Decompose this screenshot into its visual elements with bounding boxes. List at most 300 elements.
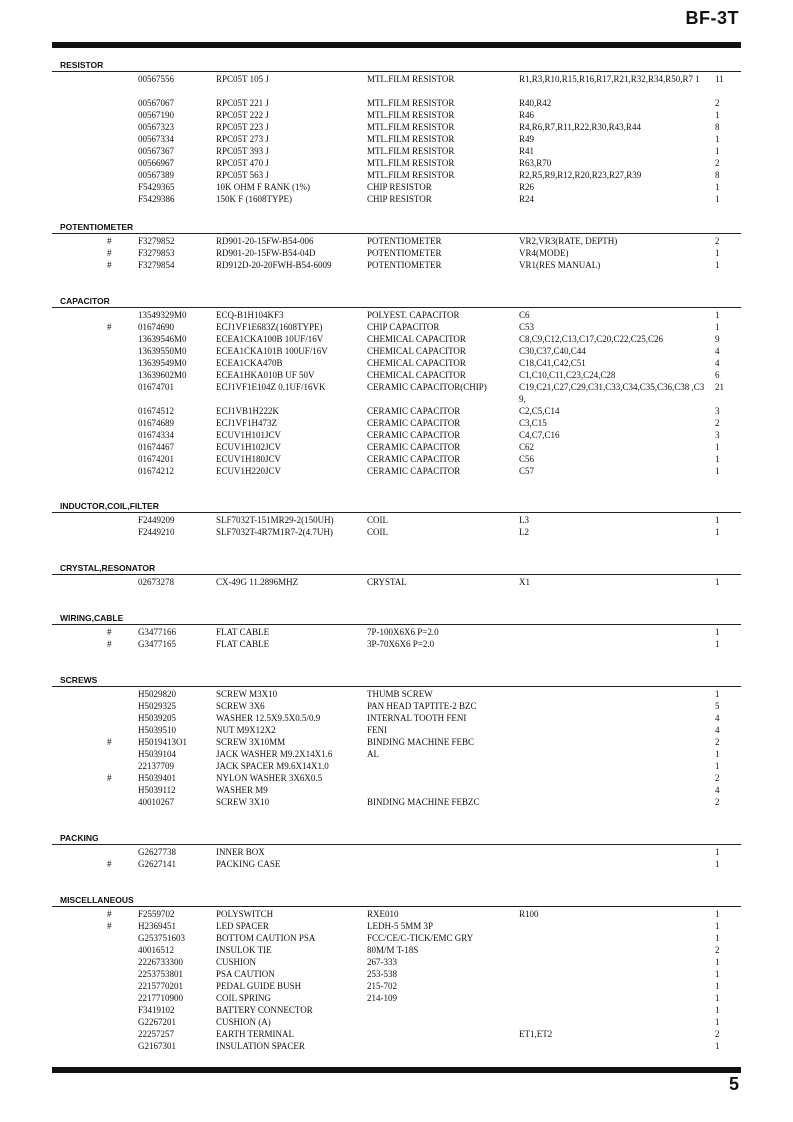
quantity: 1 (715, 146, 720, 156)
quantity: 1 (715, 527, 720, 537)
part-type: CHEMICAL CAPACITOR (367, 346, 466, 356)
reference-designators: R46 (519, 110, 535, 120)
quantity: 1 (715, 627, 720, 637)
quantity: 1 (715, 847, 720, 857)
part-number: F3279852 (138, 236, 175, 246)
new-part-mark: # (107, 921, 112, 931)
part-type: MTL.FILM RESISTOR (367, 158, 455, 168)
table-row (52, 247, 741, 259)
part-number: G253751603 (138, 933, 185, 943)
part-number: H5019413O1 (138, 737, 187, 747)
part-number: 00567323 (138, 122, 174, 132)
part-description: PEDAL GUIDE BUSH (216, 981, 302, 991)
table-row (52, 1040, 741, 1052)
reference-designators: C8,C9,C12,C13,C17,C20,C22,C25,C26 (519, 334, 664, 344)
part-number: 22257257 (138, 1029, 174, 1039)
reference-designators: L2 (519, 527, 529, 537)
part-type: BINDING MACHINE FEBC (367, 737, 475, 747)
reference-designators: C56 (519, 454, 535, 464)
reference-designators: R49 (519, 134, 535, 144)
reference-designators: ET1,ET2 (519, 1029, 553, 1039)
part-number: 13549329M0 (138, 310, 187, 320)
part-type: MTL.FILM RESISTOR (367, 74, 455, 84)
table-row (52, 846, 741, 858)
quantity: 1 (715, 454, 720, 464)
part-type: MTL.FILM RESISTOR (367, 110, 455, 120)
part-number: 00567334 (138, 134, 174, 144)
part-description: 150K F (1608TYPE) (216, 194, 292, 204)
table-row (52, 157, 741, 169)
quantity: 2 (715, 773, 720, 783)
section-rule (52, 307, 741, 308)
part-description: FLAT CABLE (216, 627, 270, 637)
quantity: 1 (715, 442, 720, 452)
section-rule (52, 574, 741, 575)
table-row (52, 333, 741, 345)
quantity: 2 (715, 737, 720, 747)
part-number: 01674201 (138, 454, 174, 464)
part-description: RPC05T 223 J (216, 122, 269, 132)
parts-list (52, 908, 741, 1052)
table-row (52, 638, 741, 650)
part-number: 40016512 (138, 945, 174, 955)
quantity: 1 (715, 689, 720, 699)
part-number: 40010267 (138, 797, 174, 807)
part-type: 80M/M T-18S (367, 945, 419, 955)
new-part-mark: # (107, 909, 112, 919)
part-number: 00567367 (138, 146, 174, 156)
table-row (52, 181, 741, 193)
quantity: 1 (715, 993, 720, 1003)
parts-list (52, 626, 741, 650)
table-row (52, 944, 741, 956)
table-row (52, 968, 741, 980)
part-type: CERAMIC CAPACITOR (367, 442, 461, 452)
part-description: ECUV1H101JCV (216, 430, 282, 440)
part-type: CHEMICAL CAPACITOR (367, 370, 466, 380)
part-number: 13639550M0 (138, 346, 187, 356)
part-type: THUMB SCREW (367, 689, 433, 699)
new-part-mark: # (107, 248, 112, 258)
part-type: COIL (367, 515, 388, 525)
part-description: NUT M9X12X2 (216, 725, 276, 735)
part-type: POTENTIOMETER (367, 236, 442, 246)
quantity: 1 (715, 515, 720, 525)
part-number: 22137709 (138, 761, 174, 771)
part-type: 267-333 (367, 957, 397, 967)
section-rule (52, 512, 741, 513)
part-number: 13639546M0 (138, 334, 187, 344)
top-rule (52, 42, 741, 48)
part-description: ECJ1VF1H473Z (216, 418, 278, 428)
quantity: 1 (715, 921, 720, 931)
quantity: 11 (715, 74, 724, 84)
part-number: 01674701 (138, 382, 174, 392)
reference-designators: C18,C41,C42,C51 (519, 358, 586, 368)
part-description: RD901-20-15FW-B54-04D (216, 248, 316, 258)
quantity: 3 (715, 406, 720, 416)
part-number: H2369451 (138, 921, 176, 931)
parts-list (52, 73, 741, 205)
quantity: 2 (715, 797, 720, 807)
part-type: MTL.FILM RESISTOR (367, 98, 455, 108)
part-number: 00567067 (138, 98, 174, 108)
parts-list (52, 688, 741, 808)
bottom-rule (52, 1067, 741, 1073)
model-number: BF-3T (685, 8, 739, 28)
quantity: 1 (715, 933, 720, 943)
part-number: H5039112 (138, 785, 176, 795)
section-rule (52, 844, 741, 845)
new-part-mark: # (107, 236, 112, 246)
table-row (52, 736, 741, 748)
table-row (52, 626, 741, 638)
part-number: 13639549M0 (138, 358, 187, 368)
quantity: 1 (715, 1005, 720, 1015)
section-title: CAPACITOR (60, 296, 110, 306)
quantity: 1 (715, 1041, 720, 1051)
part-description: ECUV1H102JCV (216, 442, 282, 452)
reference-designators: C53 (519, 322, 535, 332)
quantity: 1 (715, 194, 720, 204)
reference-designators: C3,C15 (519, 418, 547, 428)
table-row (52, 109, 741, 121)
part-type: 7P-100X6X6 P=2.0 (367, 627, 439, 637)
quantity: 5 (715, 701, 720, 711)
table-row (52, 712, 741, 724)
part-number: 2215770201 (138, 981, 183, 991)
part-type: MTL.FILM RESISTOR (367, 122, 455, 132)
part-number: 13639602M0 (138, 370, 187, 380)
part-number: 02673278 (138, 577, 174, 587)
part-description: FLAT CABLE (216, 639, 270, 649)
part-number: 01674689 (138, 418, 174, 428)
part-description: WASHER 12.5X9.5X0.5/0.9 (216, 713, 321, 723)
part-description: RPC05T 105 J (216, 74, 269, 84)
reference-designators: VR4(MODE) (519, 248, 569, 258)
quantity: 21 (715, 382, 724, 392)
new-part-mark: # (107, 322, 112, 332)
part-number: 01674690 (138, 322, 174, 332)
part-type: CHEMICAL CAPACITOR (367, 358, 466, 368)
quantity: 4 (715, 358, 720, 368)
part-description: CUSHION (A) (216, 1017, 271, 1027)
table-row (52, 980, 741, 992)
table-row (52, 417, 741, 429)
reference-designators: R1,R3,R10,R15,R16,R17,R21,R32,R34,R50,R7 1 (519, 74, 700, 84)
part-number: F5429386 (138, 194, 175, 204)
part-number: G3477166 (138, 627, 176, 637)
section-title: CRYSTAL,RESONATOR (60, 563, 156, 573)
table-row (52, 1016, 741, 1028)
part-number: F3279853 (138, 248, 175, 258)
reference-designators: R4,R6,R7,R11,R22,R30,R43,R44 (519, 122, 641, 132)
table-row (52, 381, 741, 405)
quantity: 2 (715, 158, 720, 168)
quantity: 1 (715, 909, 720, 919)
quantity: 1 (715, 134, 720, 144)
reference-designators: L3 (519, 515, 529, 525)
quantity: 1 (715, 182, 720, 192)
table-row (52, 772, 741, 784)
part-number: 2217710900 (138, 993, 183, 1003)
part-type: CERAMIC CAPACITOR (367, 418, 461, 428)
part-type: CERAMIC CAPACITOR (367, 430, 461, 440)
part-description: CUSHION (216, 957, 257, 967)
part-type: POTENTIOMETER (367, 248, 442, 258)
part-description: INSULATION SPACER (216, 1041, 305, 1051)
table-row (52, 526, 741, 538)
part-type: POTENTIOMETER (367, 260, 442, 270)
part-type: CRYSTAL (367, 577, 407, 587)
part-type: MTL.FILM RESISTOR (367, 134, 455, 144)
section-title: WIRING,CABLE (60, 613, 124, 623)
quantity: 1 (715, 859, 720, 869)
quantity: 8 (715, 170, 720, 180)
new-part-mark: # (107, 639, 112, 649)
part-description: INNER BOX (216, 847, 265, 857)
quantity: 1 (715, 749, 720, 759)
part-type: CHEMICAL CAPACITOR (367, 334, 466, 344)
new-part-mark: # (107, 859, 112, 869)
quantity: 2 (715, 418, 720, 428)
quantity: 1 (715, 969, 720, 979)
part-description: ECJ1VF1E683Z(1608TYPE) (216, 322, 323, 332)
part-number: G2627141 (138, 859, 176, 869)
part-description: RPC05T 273 J (216, 134, 269, 144)
part-description: BATTERY CONNECTOR (216, 1005, 313, 1015)
part-type: CHIP RESISTOR (367, 182, 432, 192)
table-row (52, 345, 741, 357)
quantity: 1 (715, 310, 720, 320)
part-type: BINDING MACHINE FEBZC (367, 797, 480, 807)
part-type: MTL.FILM RESISTOR (367, 170, 455, 180)
section-title: MISCELLANEOUS (60, 895, 134, 905)
table-row (52, 465, 741, 477)
quantity: 1 (715, 981, 720, 991)
table-row (52, 97, 741, 109)
reference-designators: C6 (519, 310, 530, 320)
quantity: 1 (715, 761, 720, 771)
part-description: INSULOK TIE (216, 945, 272, 955)
reference-designators: R63,R70 (519, 158, 552, 168)
reference-designators: R100 (519, 909, 539, 919)
part-number: G2167301 (138, 1041, 176, 1051)
reference-designators: R40,R42 (519, 98, 552, 108)
reference-designators: C19,C21,C27,C29,C31,C33,C34,C35,C36,C38 ,C39, (519, 382, 705, 404)
part-description: ECJ1VB1H222K (216, 406, 280, 416)
table-row (52, 453, 741, 465)
quantity: 4 (715, 346, 720, 356)
part-type: 214-109 (367, 993, 397, 1003)
section-rule (52, 624, 741, 625)
quantity: 4 (715, 785, 720, 795)
part-number: 01674334 (138, 430, 174, 440)
part-number: 00567190 (138, 110, 174, 120)
table-row (52, 724, 741, 736)
parts-list (52, 846, 741, 870)
part-number: H5029820 (138, 689, 176, 699)
part-description: RPC05T 221 J (216, 98, 269, 108)
part-type: PAN HEAD TAPTITE-2 BZC (367, 701, 477, 711)
quantity: 1 (715, 322, 720, 332)
quantity: 1 (715, 110, 720, 120)
reference-designators: C57 (519, 466, 535, 476)
part-description: RD912D-20-20FWH-B54-6009 (216, 260, 332, 270)
table-row (52, 369, 741, 381)
part-type: CERAMIC CAPACITOR (367, 454, 461, 464)
part-number: F3279854 (138, 260, 175, 270)
section-rule (52, 686, 741, 687)
part-number: 2226733300 (138, 957, 183, 967)
table-row (52, 1004, 741, 1016)
part-description: ECEA1CKA101B 100UF/16V (216, 346, 328, 356)
part-description: COIL SPRING (216, 993, 271, 1003)
new-part-mark: # (107, 773, 112, 783)
reference-designators: C62 (519, 442, 535, 452)
table-row (52, 760, 741, 772)
part-type: LEDH-5 5MM 3P (367, 921, 434, 931)
quantity: 2 (715, 236, 720, 246)
reference-designators: C1,C10,C11,C23,C24,C28 (519, 370, 616, 380)
table-row (52, 784, 741, 796)
part-type: CHIP CAPACITOR (367, 322, 440, 332)
part-description: BOTTOM CAUTION PSA (216, 933, 316, 943)
part-type: CERAMIC CAPACITOR (367, 406, 461, 416)
part-number: G2267201 (138, 1017, 176, 1027)
table-row (52, 259, 741, 271)
part-type: 253-538 (367, 969, 397, 979)
quantity: 1 (715, 248, 720, 258)
parts-list (52, 309, 741, 477)
reference-designators: VR1(RES MANUAL) (519, 260, 601, 270)
table-row (52, 193, 741, 205)
part-description: PACKING CASE (216, 859, 281, 869)
part-description: CX-49G 11.2896MHZ (216, 577, 299, 587)
section-title: PACKING (60, 833, 99, 843)
section-title: RESISTOR (60, 60, 104, 70)
quantity: 1 (715, 577, 720, 587)
table-row (52, 133, 741, 145)
part-type: COIL (367, 527, 388, 537)
part-number: 00566967 (138, 158, 174, 168)
quantity: 4 (715, 725, 720, 735)
part-description: LED SPACER (216, 921, 269, 931)
part-description: JACK WASHER M9.2X14X1.6 (216, 749, 333, 759)
parts-list (52, 514, 741, 538)
table-row (52, 145, 741, 157)
table-row (52, 169, 741, 181)
section-title: POTENTIOMETER (60, 222, 134, 232)
part-number: H5039104 (138, 749, 176, 759)
table-row (52, 858, 741, 870)
part-description: SCREW 3X6 (216, 701, 265, 711)
part-number: 00567556 (138, 74, 174, 84)
part-type: INTERNAL TOOTH FENI (367, 713, 467, 723)
parts-list (52, 576, 741, 588)
new-part-mark: # (107, 627, 112, 637)
table-row (52, 405, 741, 417)
part-description: ECUV1H180JCV (216, 454, 282, 464)
part-number: F2449209 (138, 515, 175, 525)
reference-designators: C4,C7,C16 (519, 430, 560, 440)
section-title: SCREWS (60, 675, 98, 685)
table-row (52, 309, 741, 321)
quantity: 1 (715, 466, 720, 476)
part-type: CHIP RESISTOR (367, 194, 432, 204)
part-description: ECUV1H220JCV (216, 466, 282, 476)
part-description: NYLON WASHER 3X6X0.5 (216, 773, 323, 783)
part-description: ECQ-B1H104KF3 (216, 310, 284, 320)
reference-designators: R24 (519, 194, 535, 204)
quantity: 2 (715, 945, 720, 955)
table-row (52, 700, 741, 712)
part-description: SLF7032T-4R7M1R7-2(4.7UH) (216, 527, 333, 537)
part-number: H5039401 (138, 773, 176, 783)
part-number: F5429365 (138, 182, 175, 192)
part-number: F2559702 (138, 909, 175, 919)
section-rule (52, 906, 741, 907)
part-type: MTL.FILM RESISTOR (367, 146, 455, 156)
reference-designators: R26 (519, 182, 535, 192)
quantity: 3 (715, 430, 720, 440)
part-description: RPC05T 393 J (216, 146, 269, 156)
reference-designators: R2,R5,R9,R12,R20,R23,R27,R39 (519, 170, 642, 180)
table-row (52, 576, 741, 588)
table-row (52, 429, 741, 441)
part-type: CERAMIC CAPACITOR(CHIP) (367, 382, 487, 392)
quantity: 1 (715, 639, 720, 649)
quantity: 6 (715, 370, 720, 380)
part-number: G3477165 (138, 639, 176, 649)
part-number: F3419102 (138, 1005, 175, 1015)
table-row (52, 992, 741, 1004)
quantity: 1 (715, 260, 720, 270)
table-row (52, 121, 741, 133)
part-type: 215-702 (367, 981, 397, 991)
table-row (52, 321, 741, 333)
page-number: 5 (728, 1074, 739, 1094)
part-number: F2449210 (138, 527, 175, 537)
table-row (52, 956, 741, 968)
table-row (52, 441, 741, 453)
part-description: RPC05T 222 J (216, 110, 269, 120)
part-number: G2627738 (138, 847, 176, 857)
new-part-mark: # (107, 260, 112, 270)
table-row (52, 920, 741, 932)
part-type: FCC/CE/C-TICK/EMC GRY (367, 933, 474, 943)
reference-designators: C2,C5,C14 (519, 406, 560, 416)
part-description: 10K OHM F RANK (1%) (216, 182, 310, 192)
part-number: 01674212 (138, 466, 174, 476)
section-rule (52, 233, 741, 234)
table-row (52, 908, 741, 920)
part-description: PSA CAUTION (216, 969, 275, 979)
part-description: SCREW 3X10MM (216, 737, 286, 747)
table-row (52, 932, 741, 944)
quantity: 2 (715, 98, 720, 108)
part-description: POLYSWITCH (216, 909, 274, 919)
reference-designators: R41 (519, 146, 535, 156)
quantity: 8 (715, 122, 720, 132)
table-row (52, 796, 741, 808)
reference-designators: VR2,VR3(RATE, DEPTH) (519, 236, 618, 246)
reference-designators: X1 (519, 577, 530, 587)
part-description: SCREW M3X10 (216, 689, 278, 699)
reference-designators: C30,C37,C40,C44 (519, 346, 586, 356)
part-description: ECJ1VF1E104Z 0.1UF/16VK (216, 382, 326, 392)
part-description: ECEA1HKA010B UF 50V (216, 370, 315, 380)
